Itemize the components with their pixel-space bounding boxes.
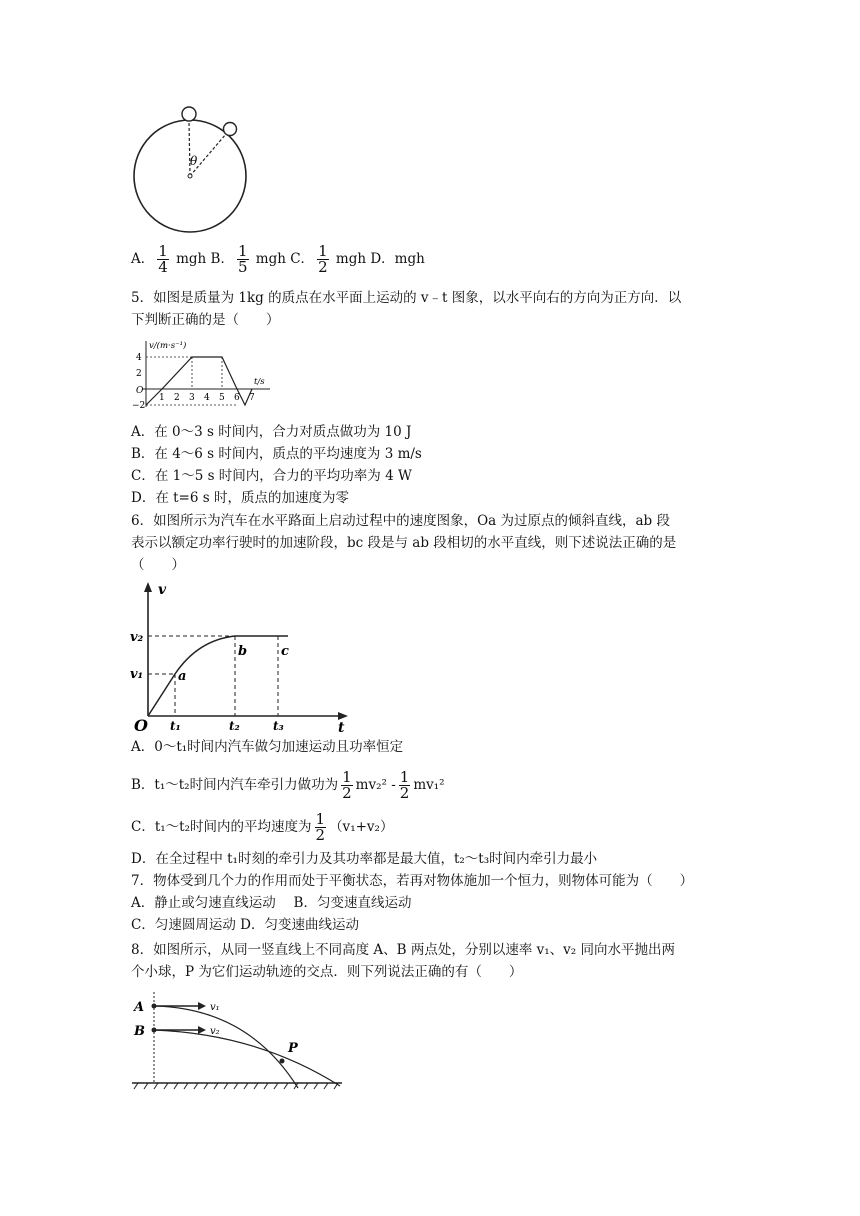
q5-xlabel: t/s [254, 377, 265, 387]
q6-vt-graph [128, 578, 356, 736]
theta-label: θ [190, 154, 198, 168]
svg-text:2: 2 [136, 369, 142, 379]
q5-option-b: B．在 4～6 s 时间内，质点的平均速度为 3 m/s [131, 446, 422, 462]
q5-vt-graph [128, 337, 276, 413]
q6-speed-curve [148, 636, 288, 716]
svg-text:2: 2 [174, 393, 180, 403]
svg-text:b: b [238, 644, 248, 659]
svg-text:B: B [134, 1024, 145, 1039]
fraction-1-4: $\frac{1}{4}$ [158, 242, 168, 276]
q7-options-2: C．匀速圆周运动 D．匀变速曲线运动 [131, 917, 359, 933]
q4-opt-c: mgh C． [255, 251, 315, 267]
q7-stem: 7．物体受到几个力的作用而处于平衡状态，若再对物体施加一个恒力，则物体可能为（ ） [131, 873, 694, 889]
q4-options [131, 244, 425, 275]
q5-option-a: A．在 0～3 s 时间内，合力对质点做功为 10 J [131, 424, 412, 440]
fraction-1-2: $\frac{1}{2}$ [318, 242, 328, 276]
svg-text:−2: −2 [132, 401, 146, 411]
q8-stem-1: 8．如图所示，从同一竖直线上不同高度 A、B 两点处，分别以速率 v₁、v₂ 同向水平抛出两 [131, 942, 676, 958]
svg-text:v₁: v₁ [210, 1002, 220, 1013]
circle-figure [128, 103, 258, 235]
q6-option-a: A．0～t₁时间内汽车做匀加速运动且功率恒定 [131, 739, 404, 755]
q8-stem-2: 个小球，P 为它们运动轨迹的交点．则下列说法正确的有（ ） [131, 964, 523, 980]
svg-text:6: 6 [234, 393, 240, 403]
q6-option-b: B．t₁～t₂时间内汽车牵引力做功为 $\frac{1}{2}$ mv₂² - $\frac{1}{2}$ mv₁² [131, 768, 445, 802]
svg-text:1: 1 [159, 393, 165, 403]
q7-options-1: A．静止或匀速直线运动 B．匀变速直线运动 [131, 895, 412, 911]
svg-text:P: P [288, 1041, 298, 1056]
svg-text:5: 5 [219, 393, 225, 403]
q6-stem-1: 6．如图所示为汽车在水平路面上启动过程中的速度图象，Oa 为过原点的倾斜直线，ab 段 [131, 513, 670, 529]
ball-top [182, 107, 196, 121]
svg-text:v₂: v₂ [130, 630, 144, 645]
q5-option-c: C．在 1～5 s 时间内，合力的平均功率为 4 W [131, 468, 412, 484]
q5-stem-1: 5．如图是质量为 1kg 的质点在水平面上运动的 v﹣t 图象，以水平向右的方向为正方向．以 [131, 290, 682, 306]
svg-text:7: 7 [249, 393, 255, 403]
svg-text:v₂: v₂ [210, 1026, 220, 1037]
q8-projectile-figure [128, 990, 344, 1094]
q4-opt-d: mgh D．mgh [335, 251, 425, 267]
svg-text:t₃: t₃ [273, 719, 284, 733]
svg-text:4: 4 [136, 353, 142, 363]
q4-opt-b: mgh B． [176, 251, 234, 267]
svg-text:a: a [178, 669, 187, 684]
svg-text:t₁: t₁ [170, 719, 181, 733]
svg-text:t: t [338, 720, 345, 736]
q6-stem-3: （ ） [131, 557, 185, 573]
q5-ylabel: v/(m·s⁻¹) [149, 341, 187, 351]
svg-text:O: O [136, 386, 144, 396]
svg-text:3: 3 [189, 393, 195, 403]
svg-text:v₁: v₁ [130, 667, 144, 682]
trajectory-b [154, 1030, 340, 1086]
svg-text:4: 4 [204, 393, 210, 403]
svg-text:v: v [158, 582, 167, 598]
ball-right [224, 123, 237, 136]
trajectory-a [154, 1006, 298, 1088]
q4-opt-a: A． [131, 251, 155, 267]
q6-stem-2: 表示以额定功率行驶时的加速阶段，bc 段是与 ab 段相切的水平直线，则下述说法正确的是 [131, 535, 677, 551]
svg-text:A: A [134, 1000, 145, 1015]
svg-text:O: O [134, 716, 148, 735]
svg-text:c: c [281, 644, 289, 659]
q5-stem-2: 下判断正确的是（ ） [131, 312, 280, 328]
q5-option-d: D．在 t=6 s 时，质点的加速度为零 [131, 490, 349, 506]
q6-option-d: D．在全过程中 t₁时刻的牵引力及其功率都是最大值，t₂～t₃时间内牵引力最小 [131, 851, 598, 867]
q6-option-c: C．t₁～t₂时间内的平均速度为 $\frac{1}{2}$ （v₁+v₂） [131, 810, 394, 844]
fraction-1-5: $\frac{1}{5}$ [237, 242, 248, 276]
svg-text:t₂: t₂ [229, 719, 240, 733]
